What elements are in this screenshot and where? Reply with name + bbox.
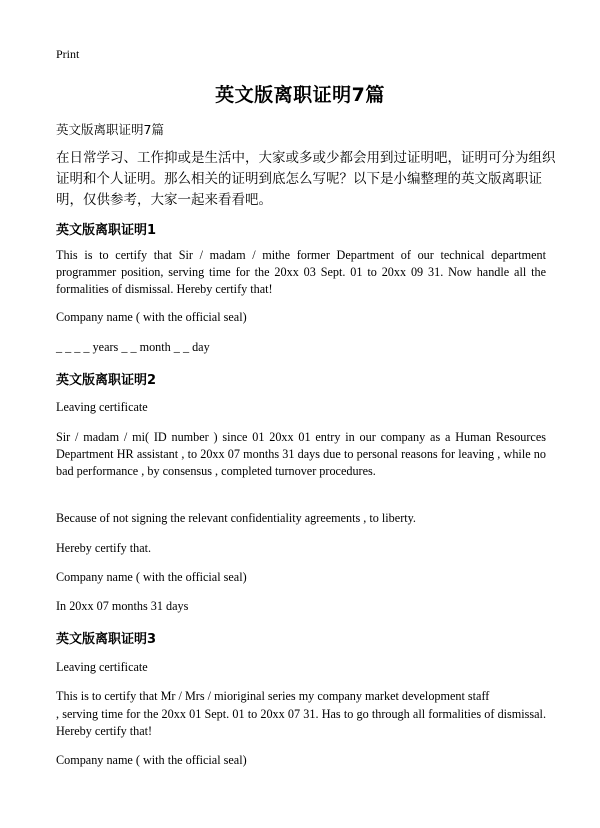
section-1-company: Company name ( with the official seal) xyxy=(56,310,247,324)
section-3-heading: 英文版离职证明3 xyxy=(56,632,157,647)
section-2-date: In 20xx 07 months 31 days xyxy=(56,599,189,613)
section-2-leaving-title: Leaving certificate xyxy=(56,400,148,414)
section-1-date: _ _ _ _ years _ _ month _ _ day xyxy=(56,340,210,354)
section-2-body: Sir / madam / mi( ID number ) since 01 20xx 01 entry in our company as a Human Resources Department HR assistant , to 20xx 07 months 31 days due to personal reasons for leaving , while no bad performance , by consensus , completed turnover procedures. xyxy=(56,430,546,479)
intro-paragraph: 在日常学习、工作抑或是生活中，大家或多或少都会用到过证明吧，证明可分为组织证明和个人证明。那么相关的证明到底怎么写呢？以下是小编整理的英文版离职证明，仅供参考，大家一起来看看吧。 xyxy=(56,150,556,208)
page-title: 英文版离职证明7篇 xyxy=(215,84,385,106)
section-1-heading: 英文版离职证明1 xyxy=(56,223,157,238)
section-3-leaving-title: Leaving certificate xyxy=(56,660,148,674)
print-link[interactable]: Print xyxy=(56,47,80,61)
section-2-body-2: Because of not signing the relevant confidentiality agreements , to liberty. xyxy=(56,511,416,525)
section-2-certify: Hereby certify that. xyxy=(56,541,152,555)
section-2-heading: 英文版离职证明2 xyxy=(56,373,157,388)
section-3-body: , serving time for the 20xx 01 Sept. 01 to 20xx 07 31. Has to go through all formalities of dismissal. Hereby certify that! xyxy=(56,707,546,739)
section-3-company: Company name ( with the official seal) xyxy=(56,753,247,767)
document-subtitle: 英文版离职证明7篇 xyxy=(56,122,164,137)
section-1-body: This is to certify that Sir / madam / mithe former Department of our technical department programmer position, serving time for the 20xx 03 Sept. 01 to 20xx 09 31. Now handle all the formalities of dismissal. Hereby certify that! xyxy=(56,248,546,297)
section-2-company: Company name ( with the official seal) xyxy=(56,570,247,584)
section-3-body-line-1: This is to certify that Mr / Mrs / mioriginal series my company market development staff xyxy=(56,689,490,703)
